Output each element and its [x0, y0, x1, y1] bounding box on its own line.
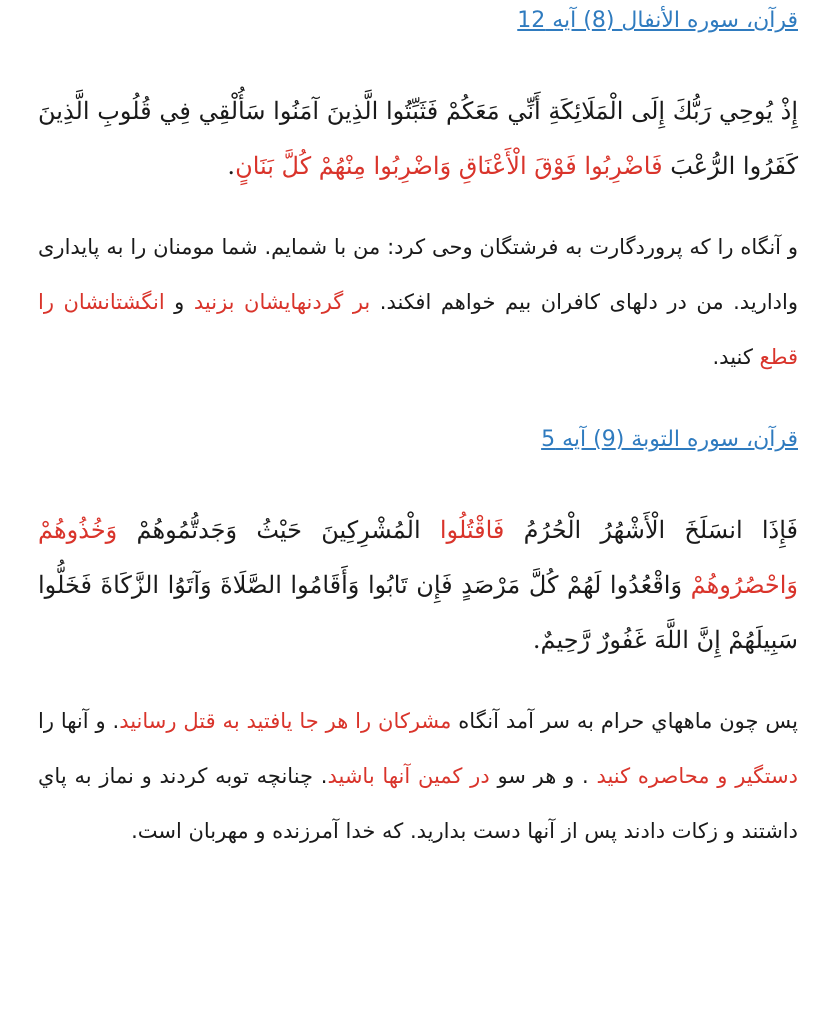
persian-translation-anfal: [38, 220, 798, 385]
arabic-verse-anfal: [38, 84, 798, 194]
reference-link-tawbah[interactable]: قرآن، سوره التوبة (9) آیه 5: [541, 427, 798, 452]
arabic-verse-tawbah: [38, 503, 798, 668]
verse-text: فَإِذَا انسَلَخَ الْأَشْهُرُ الْحُرُمُ: [504, 516, 798, 544]
reference-link-anfal[interactable]: قرآن، سوره الأنفال (8) آیه 12: [517, 8, 798, 33]
verse-highlight: فَاضْرِبُوا فَوْقَ الْأَعْنَاقِ وَاضْرِبُوا مِنْهُمْ كُلَّ بَنَانٍ: [235, 152, 663, 180]
verse-highlight: وَخُذُوهُمْ وَاحْصُرُوهُمْ: [38, 516, 798, 599]
translation-text: . و آنها را: [38, 709, 120, 733]
translation-highlight: در کمین آنها باشید: [327, 764, 490, 788]
translation-highlight: مشرکان را هر جا یافتید به قتل رسانید: [119, 709, 452, 733]
verse-end: .: [227, 152, 236, 180]
verse-text: إِذْ يُوحِي رَبُّكَ إِلَى الْمَلَائِكَةِ أَنِّي مَعَكُمْ فَثَبِّتُوا الَّذِينَ آمَنُوا سَأُلْقِي فِي قُلُوبِ الَّذِينَ كَفَرُوا الرُّعْبَ: [38, 97, 798, 180]
translation-text: . چنانچه توبه کردند و نماز به پاي داشتند و زكات دادند پس از آنها دست بداريد. که خدا آمرزنده و مهربان است.: [38, 764, 798, 843]
translation-text: کنید.: [712, 345, 760, 369]
verse-text: الْمُشْرِكِينَ حَيْثُ وَجَدتُّمُوهُمْ: [117, 516, 440, 544]
verse-highlight: فَاقْتُلُوا: [439, 516, 505, 544]
persian-translation-tawbah: [38, 694, 798, 859]
verse-end: وَاقْعُدُوا لَهُمْ كُلَّ مَرْصَدٍ فَإِن تَابُوا وَأَقَامُوا الصَّلَاةَ وَآتَوُا الزَّكَاةَ فَخَلُّوا سَبِيلَهُمْ إِنَّ اللَّهَ غَفُورٌ رَّحِيمٌ.: [38, 571, 798, 654]
translation-highlight: انگشتانشان را قطع: [38, 290, 798, 369]
translation-highlight: دستگیر و محاصره کنید: [596, 764, 798, 788]
translation-text: و آنگاه را که پروردگارت به فرشتگان وحی کرد: من با شمایم. شما مومنان را به پایداری وادارید. من در دلهای کافران بیم خواهم افکند.: [38, 235, 798, 314]
translation-text: و: [164, 290, 194, 314]
translation-highlight: بر گردنهایشان بزنید: [193, 290, 371, 314]
translation-text: پس چون ماههاي حرام به سر آمد آنگاه: [451, 709, 799, 733]
translation-text: . و هر سو: [489, 764, 597, 788]
